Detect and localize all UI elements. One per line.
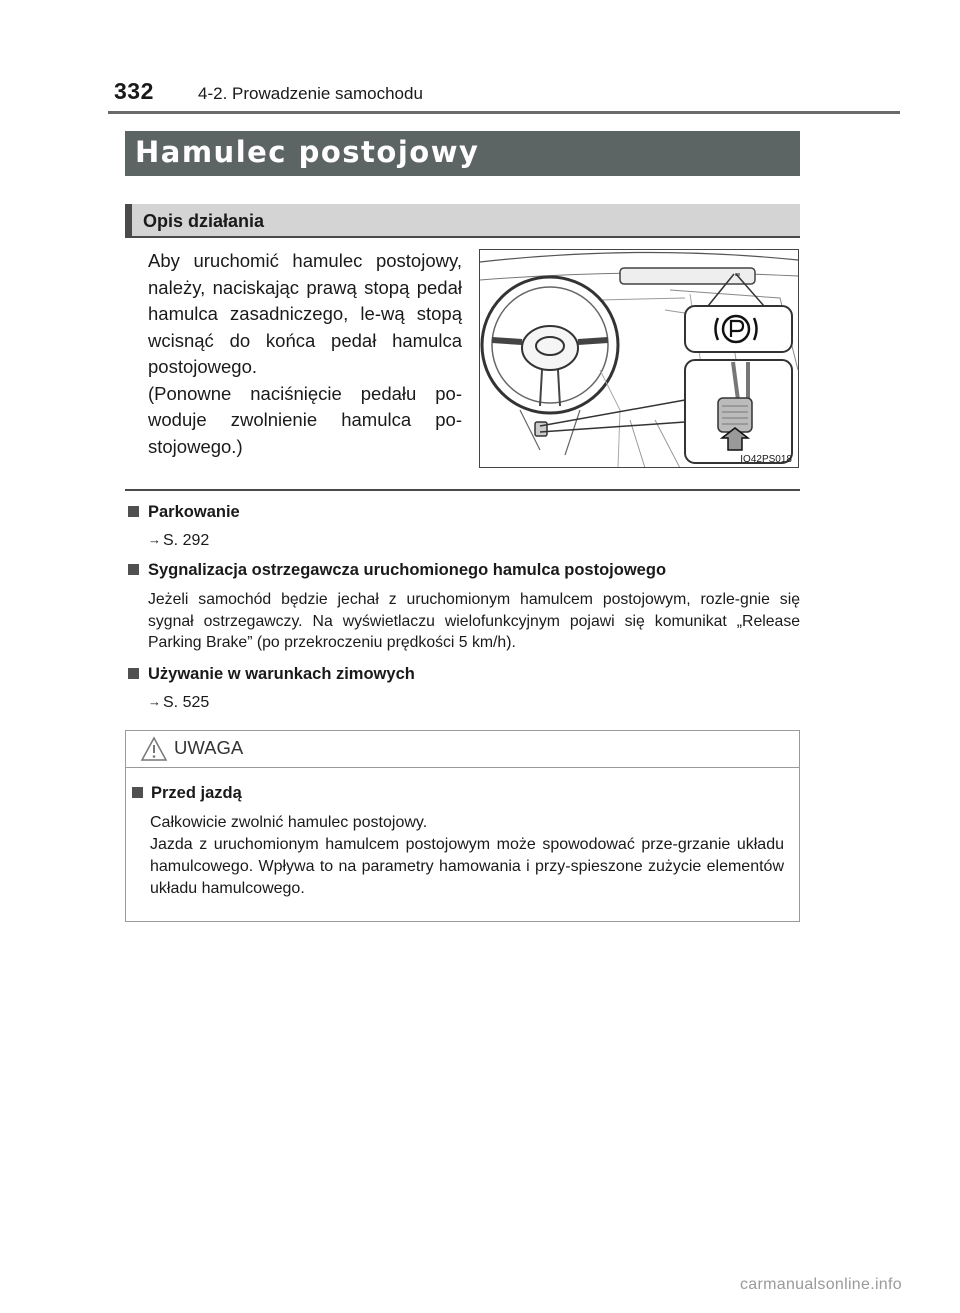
warning-line-1: Całkowicie zwolnić hamulec postojowy. bbox=[150, 814, 428, 831]
figure-code: IO42PS018 bbox=[740, 454, 792, 465]
parking-brake-indicator-icon bbox=[685, 306, 792, 352]
warning-triangle-icon bbox=[140, 736, 168, 762]
page-number: 332 bbox=[114, 78, 154, 104]
warning-box bbox=[125, 730, 800, 922]
warning-body bbox=[150, 812, 784, 900]
arrow-right-icon: → bbox=[148, 694, 161, 709]
bullet-square-icon bbox=[128, 506, 139, 517]
warning-header bbox=[126, 731, 799, 768]
intro-main: Aby uruchomić hamulec postojowy, należy, naciskając prawą stopą pedał hamulca zasadniczego, le-wą stopą wcisnąć do końca pedał hamulca postojowego. bbox=[148, 250, 462, 377]
section-stripe bbox=[125, 204, 132, 238]
warning-line-2: Jazda z uruchomionym hamulcem postojowym może spowodować prze-grzanie układu hamulcowego. Wpływa to na parametry hamowania i przy-spieszone zużycie elementów układu hamulcowego. bbox=[150, 836, 784, 897]
page-title-bar bbox=[125, 131, 800, 176]
page-reference-text[interactable]: S. 525 bbox=[163, 694, 210, 711]
item-title: Parkowanie bbox=[148, 503, 240, 521]
item-heading bbox=[125, 665, 800, 684]
intro-note: (Ponowne naciśnięcie pedału po-woduje zwolnienie hamulca po-stojowego.) bbox=[148, 382, 462, 457]
item-heading bbox=[125, 561, 800, 580]
page-reference-text[interactable]: S. 292 bbox=[163, 532, 210, 549]
warning-title: Przed jazdą bbox=[151, 784, 242, 802]
warning-caption: UWAGA bbox=[174, 737, 244, 758]
arrow-right-icon: → bbox=[148, 532, 161, 547]
list-item-warning-signal bbox=[125, 561, 800, 654]
page-reference[interactable] bbox=[125, 532, 800, 550]
bullet-square-icon bbox=[132, 787, 143, 798]
item-heading bbox=[125, 503, 800, 522]
steering-wheel-icon bbox=[482, 277, 618, 413]
header-rule bbox=[108, 111, 900, 114]
dashboard-drawing bbox=[480, 250, 799, 468]
list-item-parking bbox=[125, 503, 800, 550]
bullet-square-icon bbox=[128, 668, 139, 679]
warning-heading bbox=[132, 784, 242, 803]
item-body: Jeżeli samochód będzie jechał z uruchomionym hamulcem postojowym, rozle-gnie się sygnał ostrzegawczy. Na wyświetlaczu wielofunkcyjnym pojawi się komunikat „Release Parking Brake” (po przekroczeniu prędkości 5 km/h). bbox=[148, 591, 800, 651]
item-title: Używanie w warunkach zimowych bbox=[148, 665, 415, 683]
page-reference[interactable] bbox=[125, 694, 800, 712]
section-divider bbox=[125, 489, 800, 491]
dashboard-illustration bbox=[479, 249, 799, 468]
page-title: Hamulec postojowy bbox=[135, 135, 480, 169]
bullet-square-icon bbox=[128, 564, 139, 575]
list-item-winter bbox=[125, 665, 800, 712]
item-title: Sygnalizacja ostrzegawcza uruchomionego hamulca postojowego bbox=[148, 561, 667, 579]
intro-text bbox=[148, 248, 462, 460]
chapter-title: 4-2. Prowadzenie samochodu bbox=[198, 84, 423, 103]
section-underline bbox=[125, 236, 800, 238]
section-title: Opis działania bbox=[143, 211, 265, 231]
section-header bbox=[125, 204, 800, 238]
watermark: carmanualsonline.info bbox=[740, 1276, 902, 1293]
